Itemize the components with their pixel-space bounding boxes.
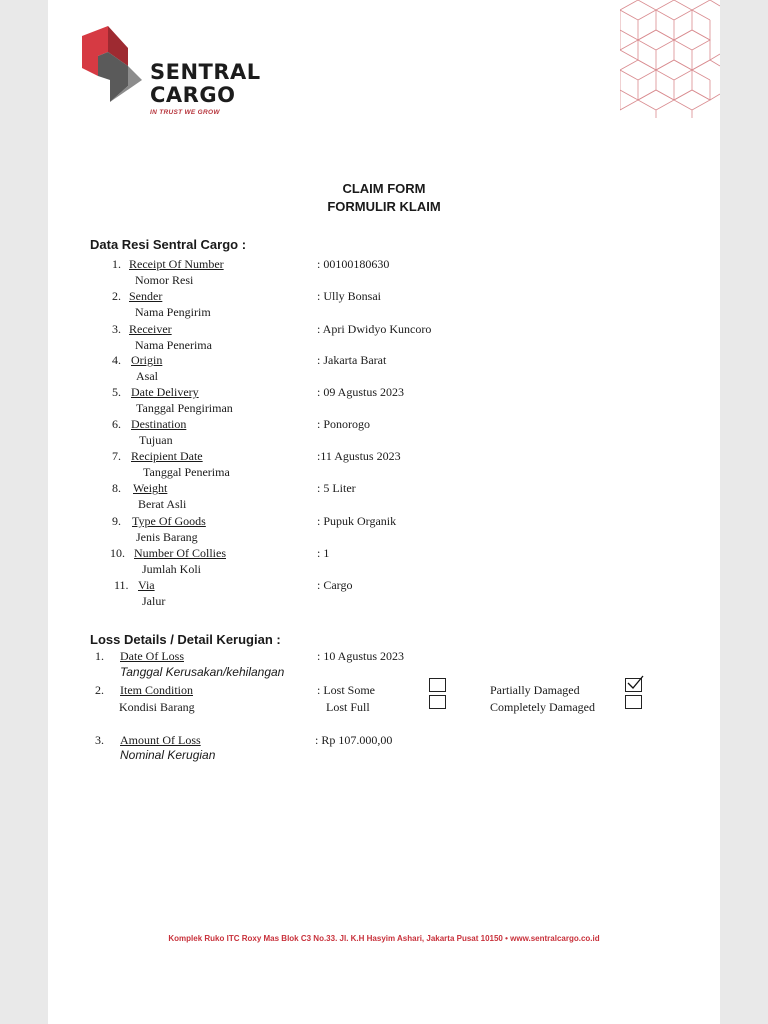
item-condition-sublabel: Kondisi Barang <box>119 700 195 714</box>
receipt-item-number: 9. <box>112 514 121 528</box>
receipt-item-number: 1. <box>112 257 121 271</box>
date-of-loss-label: Date Of Loss <box>120 649 184 663</box>
receipt-item-label: Sender <box>129 289 163 303</box>
amount-of-loss-value: : Rp 107.000,00 <box>315 733 393 747</box>
receipt-item-number: 11. <box>114 578 129 592</box>
partially-damaged-option: Partially Damaged <box>490 683 580 697</box>
brand-tagline: IN TRUST WE GROW <box>150 109 220 116</box>
brand-name-line2: CARGO <box>150 83 236 107</box>
receipt-item-sublabel: Jumlah Koli <box>142 562 201 576</box>
loss-item-number: 2. <box>95 683 104 697</box>
receipt-item-number: 4. <box>112 353 121 367</box>
amount-of-loss-label: Amount Of Loss <box>120 733 201 747</box>
section-heading-receipt: Data Resi Sentral Cargo : <box>90 237 247 252</box>
receipt-item-sublabel: Nama Pengirim <box>135 305 211 319</box>
receipt-item-number: 8. <box>112 481 121 495</box>
footer-address: Komplek Ruko ITC Roxy Mas Blok C3 No.33. Jl. K.H Hasyim Ashari, Jakarta Pusat 10150 • www.sentralcargo.co.id <box>168 934 600 943</box>
lost-full-option: Lost Full <box>326 700 370 714</box>
receipt-item-sublabel: Berat Asli <box>138 497 187 511</box>
receipt-item-sublabel: Tanggal Pengiriman <box>136 401 233 415</box>
lost-some-checkbox[interactable] <box>429 678 446 692</box>
receipt-item-sublabel: Asal <box>136 369 158 383</box>
receipt-item-value: : 00100180630 <box>317 257 390 271</box>
partially-damaged-checkbox[interactable] <box>625 678 642 692</box>
receipt-item-value: : Jakarta Barat <box>317 353 387 367</box>
cube-pattern-graphic <box>620 0 720 118</box>
completely-damaged-checkbox[interactable] <box>625 695 642 709</box>
receipt-item-value: : Cargo <box>317 578 353 592</box>
loss-item-number: 3. <box>95 733 104 747</box>
form-subtitle: FORMULIR KLAIM <box>327 199 441 214</box>
receipt-item-sublabel: Jalur <box>142 594 166 608</box>
receipt-item-value: : 1 <box>317 546 330 560</box>
date-of-loss-value: : 10 Agustus 2023 <box>317 649 405 663</box>
receipt-item-sublabel: Jenis Barang <box>136 530 198 544</box>
item-condition-label: Item Condition <box>120 683 193 697</box>
receipt-item-label: Via <box>138 578 155 592</box>
date-of-loss-sublabel: Tanggal Kerusakan/kehilangan <box>120 665 285 679</box>
receipt-item-label: Weight <box>133 481 168 495</box>
receipt-item-value: : Apri Dwidyo Kuncoro <box>317 322 432 336</box>
receipt-item-value: : Ponorogo <box>317 417 371 431</box>
receipt-item-label: Number Of Collies <box>134 546 226 560</box>
amount-of-loss-sublabel: Nominal Kerugian <box>120 748 216 762</box>
receipt-item-sublabel: Tanggal Penerima <box>143 465 230 479</box>
receipt-item-sublabel: Nomor Resi <box>135 273 194 287</box>
receipt-item-value: : Pupuk Organik <box>317 514 397 528</box>
checkmark-icon <box>625 675 644 691</box>
lost-some-option: : Lost Some <box>317 683 376 697</box>
receipt-item-label: Type Of Goods <box>132 514 206 528</box>
document-page <box>48 0 720 1024</box>
receipt-item-value: : 09 Agustus 2023 <box>317 385 405 399</box>
loss-item-number: 1. <box>95 649 104 663</box>
receipt-item-label: Destination <box>131 417 187 431</box>
section-heading-loss: Loss Details / Detail Kerugian : <box>90 632 281 647</box>
lost-full-checkbox[interactable] <box>429 695 446 709</box>
receipt-item-value: : 5 Liter <box>317 481 356 495</box>
completely-damaged-option: Completely Damaged <box>490 700 595 714</box>
receipt-item-number: 7. <box>112 449 121 463</box>
receipt-item-label: Date Delivery <box>131 385 199 399</box>
receipt-item-number: 2. <box>112 289 121 303</box>
brand-name-line1: SENTRAL <box>150 60 261 84</box>
receipt-item-number: 5. <box>112 385 121 399</box>
form-title: CLAIM FORM <box>342 181 426 196</box>
receipt-item-sublabel: Tujuan <box>139 433 173 447</box>
receipt-item-number: 6. <box>112 417 121 431</box>
receipt-item-label: Receiver <box>129 322 172 336</box>
receipt-item-label: Receipt Of Number <box>129 257 224 271</box>
receipt-item-label: Recipient Date <box>131 449 203 463</box>
receipt-item-number: 3. <box>112 322 121 336</box>
receipt-item-sublabel: Nama Penerima <box>135 338 212 352</box>
receipt-item-value: :11 Agustus 2023 <box>317 449 401 463</box>
receipt-item-value: : Ully Bonsai <box>317 289 382 303</box>
receipt-item-number: 10. <box>110 546 125 560</box>
receipt-item-label: Origin <box>131 353 163 367</box>
